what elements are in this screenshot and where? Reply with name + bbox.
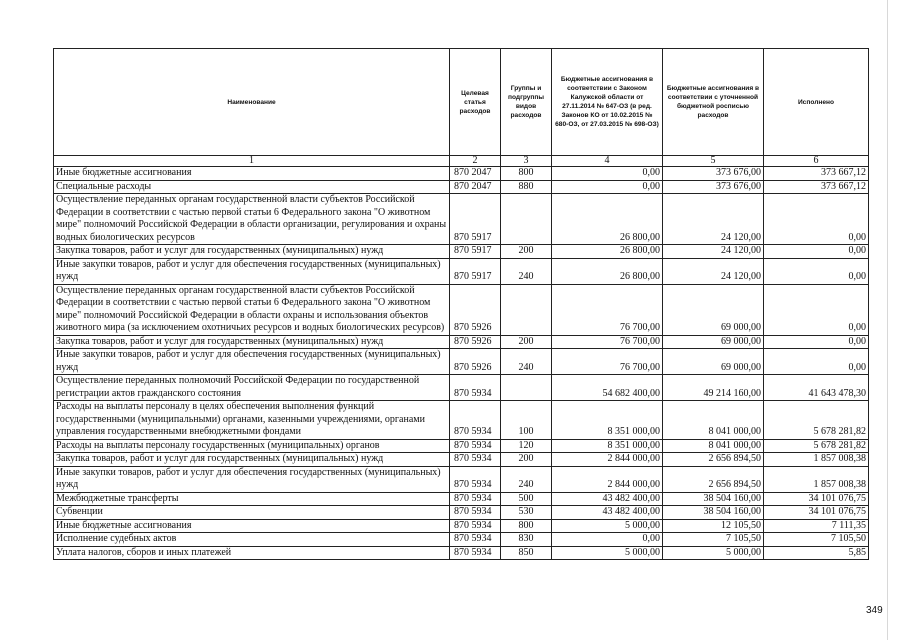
row-target-article: 870 5934 <box>450 466 501 492</box>
row-plan-amount: 373 676,00 <box>663 180 764 194</box>
row-expense-group: 800 <box>501 519 552 533</box>
row-expense-group <box>501 375 552 401</box>
column-number: 1 <box>54 156 450 167</box>
row-law-amount: 43 482 400,00 <box>552 506 663 520</box>
row-name: Уплата налогов, сборов и иных платежей <box>54 546 450 560</box>
row-executed-amount: 0,00 <box>764 335 869 349</box>
row-name: Иные бюджетные ассигнования <box>54 167 450 181</box>
row-law-amount: 2 844 000,00 <box>552 466 663 492</box>
row-expense-group: 200 <box>501 245 552 259</box>
row-plan-amount: 38 504 160,00 <box>663 492 764 506</box>
row-expense-group: 240 <box>501 466 552 492</box>
row-expense-group: 500 <box>501 492 552 506</box>
row-name: Расходы на выплаты персоналу государственных (муниципальных) органов <box>54 439 450 453</box>
column-number-row <box>54 156 869 167</box>
table-row <box>54 375 869 401</box>
table-row <box>54 335 869 349</box>
row-plan-amount: 69 000,00 <box>663 335 764 349</box>
table-row <box>54 245 869 259</box>
row-target-article: 870 5926 <box>450 349 501 375</box>
row-expense-group: 880 <box>501 180 552 194</box>
row-target-article: 870 2047 <box>450 167 501 181</box>
table-row <box>54 546 869 560</box>
row-executed-amount: 0,00 <box>764 284 869 335</box>
row-expense-group: 240 <box>501 349 552 375</box>
row-executed-amount: 7 105,50 <box>764 533 869 547</box>
row-plan-amount: 8 041 000,00 <box>663 401 764 440</box>
row-plan-amount: 2 656 894,50 <box>663 466 764 492</box>
row-expense-group <box>501 284 552 335</box>
row-name: Закупка товаров, работ и услуг для государственных (муниципальных) нужд <box>54 245 450 259</box>
row-law-amount: 76 700,00 <box>552 284 663 335</box>
table-row <box>54 466 869 492</box>
row-law-amount: 5 000,00 <box>552 546 663 560</box>
row-executed-amount: 0,00 <box>764 245 869 259</box>
row-law-amount: 76 700,00 <box>552 335 663 349</box>
table-row <box>54 506 869 520</box>
row-law-amount: 5 000,00 <box>552 519 663 533</box>
row-executed-amount: 373 667,12 <box>764 180 869 194</box>
row-executed-amount: 373 667,12 <box>764 167 869 181</box>
row-executed-amount: 1 857 008,38 <box>764 466 869 492</box>
row-plan-amount: 69 000,00 <box>663 349 764 375</box>
row-plan-amount: 24 120,00 <box>663 245 764 259</box>
row-expense-group: 830 <box>501 533 552 547</box>
row-plan-amount: 373 676,00 <box>663 167 764 181</box>
table-row <box>54 180 869 194</box>
row-plan-amount: 2 656 894,50 <box>663 453 764 467</box>
column-number: 6 <box>764 156 869 167</box>
table-row <box>54 401 869 440</box>
row-target-article: 870 5917 <box>450 258 501 284</box>
row-target-article: 870 5934 <box>450 453 501 467</box>
row-law-amount: 54 682 400,00 <box>552 375 663 401</box>
row-name: Межбюджетные трансферты <box>54 492 450 506</box>
scan-edge-line <box>887 0 888 640</box>
header-executed: Исполнено <box>764 49 869 156</box>
row-name: Специальные расходы <box>54 180 450 194</box>
row-target-article: 870 2047 <box>450 180 501 194</box>
header-name: Наименование <box>54 49 450 156</box>
row-plan-amount: 69 000,00 <box>663 284 764 335</box>
row-target-article: 870 5934 <box>450 401 501 440</box>
row-target-article: 870 5934 <box>450 375 501 401</box>
page-number: 349 <box>866 605 883 616</box>
table-row <box>54 194 869 245</box>
row-plan-amount: 8 041 000,00 <box>663 439 764 453</box>
row-expense-group: 850 <box>501 546 552 560</box>
row-target-article: 870 5934 <box>450 506 501 520</box>
row-plan-amount: 7 105,50 <box>663 533 764 547</box>
row-expense-group: 200 <box>501 453 552 467</box>
column-number: 2 <box>450 156 501 167</box>
table-row <box>54 167 869 181</box>
row-target-article: 870 5934 <box>450 533 501 547</box>
row-executed-amount: 0,00 <box>764 258 869 284</box>
row-law-amount: 26 800,00 <box>552 258 663 284</box>
row-executed-amount: 41 643 478,30 <box>764 375 869 401</box>
table-row <box>54 519 869 533</box>
row-target-article: 870 5926 <box>450 335 501 349</box>
row-plan-amount: 49 214 160,00 <box>663 375 764 401</box>
column-number: 5 <box>663 156 764 167</box>
row-expense-group: 530 <box>501 506 552 520</box>
table-row <box>54 284 869 335</box>
row-law-amount: 0,00 <box>552 167 663 181</box>
row-expense-group: 200 <box>501 335 552 349</box>
row-executed-amount: 34 101 076,75 <box>764 492 869 506</box>
row-name: Расходы на выплаты персоналу в целях обеспечения выполнения функций государственными (муниципальными) органами, казенными учреждениями, органами управления государственными внебюджетными фондами <box>54 401 450 440</box>
row-target-article: 870 5934 <box>450 492 501 506</box>
row-law-amount: 8 351 000,00 <box>552 439 663 453</box>
table-row <box>54 492 869 506</box>
row-target-article: 870 5917 <box>450 194 501 245</box>
header-expense-groups: Группы и подгруппы видов расходов <box>501 49 552 156</box>
row-name: Иные закупки товаров, работ и услуг для обеспечения государственных (муниципальных) нужд <box>54 466 450 492</box>
header-refined-allocations: Бюджетные ассигнования в соответствии с уточненной бюджетной росписью расходов <box>663 49 764 156</box>
row-target-article: 870 5934 <box>450 439 501 453</box>
budget-table <box>53 48 869 560</box>
row-plan-amount: 12 105,50 <box>663 519 764 533</box>
table-row <box>54 453 869 467</box>
row-law-amount: 76 700,00 <box>552 349 663 375</box>
row-target-article: 870 5926 <box>450 284 501 335</box>
row-law-amount: 43 482 400,00 <box>552 492 663 506</box>
table-row <box>54 533 869 547</box>
row-target-article: 870 5934 <box>450 546 501 560</box>
row-executed-amount: 5,85 <box>764 546 869 560</box>
row-executed-amount: 7 111,35 <box>764 519 869 533</box>
row-target-article: 870 5917 <box>450 245 501 259</box>
row-name: Иные закупки товаров, работ и услуг для обеспечения государственных (муниципальных) нужд <box>54 349 450 375</box>
header-row <box>54 49 869 156</box>
row-executed-amount: 0,00 <box>764 194 869 245</box>
column-number: 3 <box>501 156 552 167</box>
row-executed-amount: 0,00 <box>764 349 869 375</box>
row-law-amount: 0,00 <box>552 533 663 547</box>
row-plan-amount: 5 000,00 <box>663 546 764 560</box>
column-number: 4 <box>552 156 663 167</box>
row-name: Осуществление переданных полномочий Российской Федерации по государственной регистрации актов гражданского состояния <box>54 375 450 401</box>
row-expense-group <box>501 194 552 245</box>
header-law-allocations: Бюджетные ассигнования в соответствии с Законом Калужской области от 27.11.2014 № 647-ОЗ (в ред. Законов КО от 10.02.2015 № 680-ОЗ, от 27.03.2015 № 698-ОЗ) <box>552 49 663 156</box>
row-expense-group: 800 <box>501 167 552 181</box>
row-executed-amount: 1 857 008,38 <box>764 453 869 467</box>
row-law-amount: 26 800,00 <box>552 245 663 259</box>
row-expense-group: 120 <box>501 439 552 453</box>
row-law-amount: 0,00 <box>552 180 663 194</box>
table-row <box>54 349 869 375</box>
row-plan-amount: 24 120,00 <box>663 194 764 245</box>
row-executed-amount: 5 678 281,82 <box>764 439 869 453</box>
table-row <box>54 258 869 284</box>
row-name: Закупка товаров, работ и услуг для государственных (муниципальных) нужд <box>54 453 450 467</box>
row-name: Осуществление переданных органам государственной власти субъектов Российской Федерации в соответствии с частью первой статьи 6 Федерального закона "О животном мире" полномочий Российской Федерации в области охраны и использования объектов животного мира (за исключением охотничьих ресурсов и водных биологических ресурсов) <box>54 284 450 335</box>
row-name: Субвенции <box>54 506 450 520</box>
row-law-amount: 26 800,00 <box>552 194 663 245</box>
row-executed-amount: 5 678 281,82 <box>764 401 869 440</box>
table-row <box>54 439 869 453</box>
row-plan-amount: 38 504 160,00 <box>663 506 764 520</box>
row-name: Иные бюджетные ассигнования <box>54 519 450 533</box>
row-law-amount: 8 351 000,00 <box>552 401 663 440</box>
row-name: Закупка товаров, работ и услуг для государственных (муниципальных) нужд <box>54 335 450 349</box>
row-executed-amount: 34 101 076,75 <box>764 506 869 520</box>
row-name: Иные закупки товаров, работ и услуг для обеспечения государственных (муниципальных) нужд <box>54 258 450 284</box>
row-name: Исполнение судебных актов <box>54 533 450 547</box>
row-plan-amount: 24 120,00 <box>663 258 764 284</box>
row-expense-group: 240 <box>501 258 552 284</box>
row-name: Осуществление переданных органам государственной власти субъектов Российской Федерации в соответствии с частью первой статьи 6 Федерального закона "О животном мире" полномочий Российской Федерации в области организации, регулирования и охраны водных биологических ресурсов <box>54 194 450 245</box>
row-expense-group: 100 <box>501 401 552 440</box>
row-law-amount: 2 844 000,00 <box>552 453 663 467</box>
row-target-article: 870 5934 <box>450 519 501 533</box>
table-body <box>54 167 869 560</box>
header-target-article: Целевая статья расходов <box>450 49 501 156</box>
